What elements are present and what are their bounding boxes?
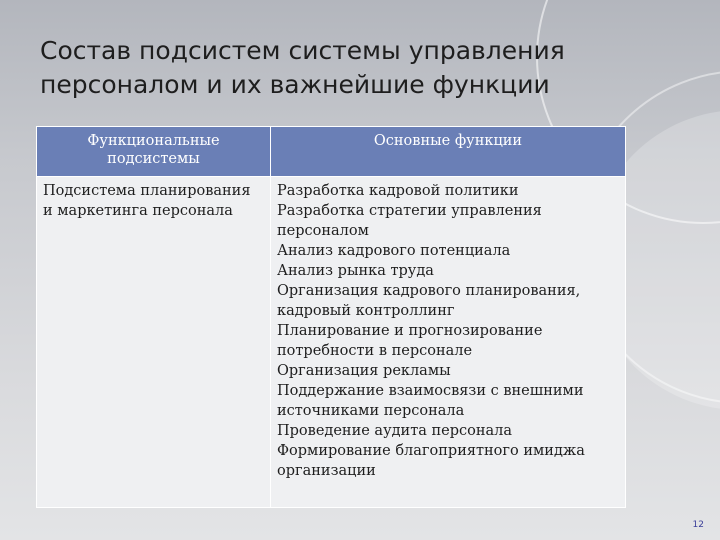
column-header-subsystems: Функциональные подсистемы <box>37 127 271 177</box>
slide-title: Состав подсистем системы управления персоналом и их важнейшие функции <box>40 36 565 99</box>
function-item: Анализ рынка труда <box>277 263 434 279</box>
table-row <box>37 177 626 508</box>
functions-table <box>36 126 625 508</box>
function-item: Организация кадрового планирования, кадровый контроллинг <box>277 283 581 319</box>
function-item: Разработка кадровой политики <box>277 183 519 199</box>
function-item: Формирование благоприятного имиджа организации <box>277 443 585 479</box>
function-item: Анализ кадрового потенциала <box>277 243 511 259</box>
function-item: Планирование и прогнозирование потребности в персонале <box>277 323 543 359</box>
page-number: 12 <box>692 520 704 530</box>
function-item: Проведение аудита персонала <box>277 423 513 439</box>
function-item: Поддержание взаимосвязи с внешними источниками персонала <box>277 383 584 419</box>
function-item: Разработка стратегии управления персоналом <box>277 203 542 239</box>
subsystem-cell: Подсистема планирования и маркетинга персонала <box>37 177 271 508</box>
column-header-functions: Основные функции <box>271 127 626 177</box>
function-item: Организация рекламы <box>277 363 451 379</box>
functions-cell <box>271 177 626 508</box>
table-header-row <box>37 127 626 177</box>
